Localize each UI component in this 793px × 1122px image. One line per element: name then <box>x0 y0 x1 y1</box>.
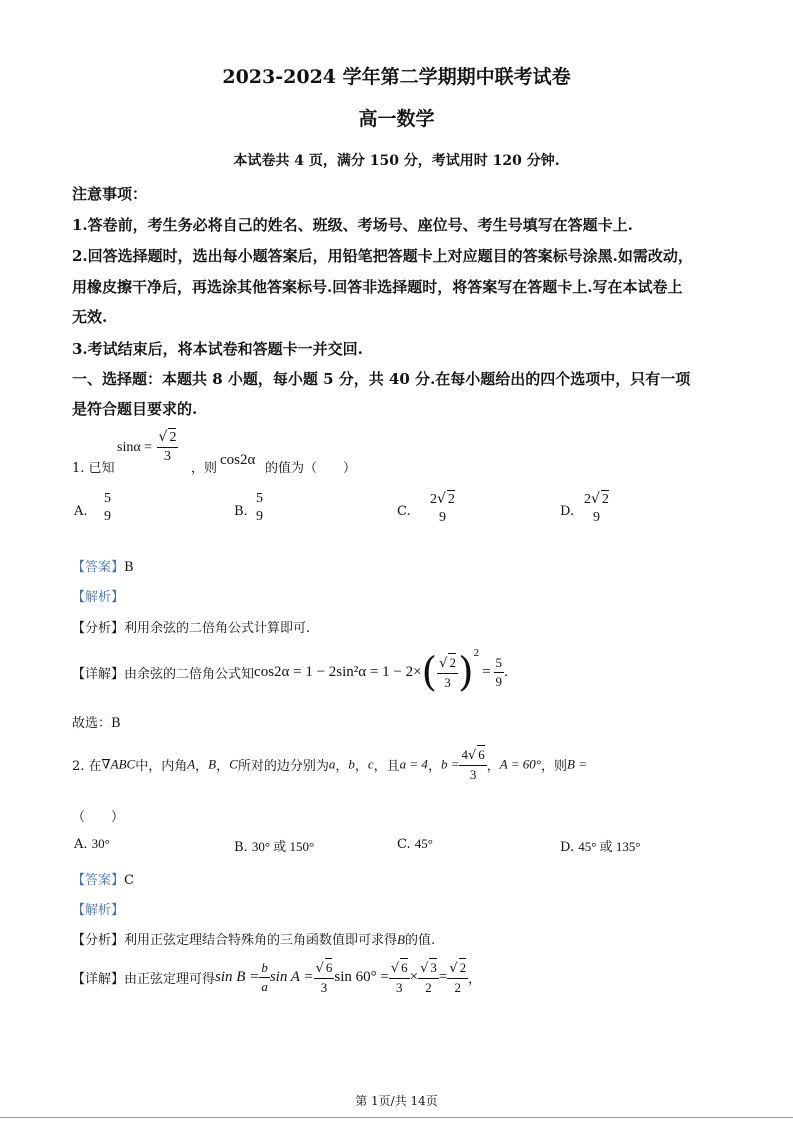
q2-f2-rad: 6 <box>325 960 333 975</box>
fenxi-tag: 【分析】 <box>72 933 125 948</box>
q2-b-value: 30° 或 150° <box>251 839 315 854</box>
q2-sin60: sin 60° = <box>334 969 389 985</box>
q1-analysis-tag: 【解析】 <box>72 590 125 605</box>
q2-fenxi-var: B <box>397 932 405 947</box>
q1-detail-text: 由余弦的二倍角公式知 <box>124 667 255 682</box>
q2-f3-rad: 6 <box>401 960 408 975</box>
q1-detail-end: . <box>504 665 509 680</box>
q2-a-value: 30° <box>91 836 110 851</box>
exam-info: 本试卷共 4 页，满分 150 分，考试用时 120 分钟. <box>233 153 560 169</box>
exam-title: 2023-2024 学年第二学期期中联考试卷 <box>222 66 571 88</box>
q1-a-num: 5 <box>104 491 111 506</box>
q2-sina: sin A = <box>269 969 314 985</box>
note-item-1: 1.答卷前，考生务必将自己的姓名、班级、考场号、座位号、考生号填写在答题卡上. <box>72 216 633 234</box>
q2-stem: 2. 在∇ABC中，内角A，B，C所对的边分别为a，b，c，且a = 4，b = $\frac{4√ 6}{3}$ ，A = 60°，则B = <box>72 747 587 782</box>
q2-fenxi <box>72 929 435 948</box>
q1-d-rad: 2 <box>601 492 609 507</box>
q2-b-num: 4 <box>461 747 468 762</box>
q1-given-num: 2 <box>169 430 177 445</box>
q1-answer-value: B <box>124 560 134 575</box>
q2-text1: 中，内角 <box>135 759 188 774</box>
q1-fenxi-text: 利用余弦的二倍角公式计算即可. <box>124 621 311 636</box>
q2-var-b: B <box>208 756 217 772</box>
q1-option-d-label: D. <box>560 504 575 519</box>
q1-answer <box>72 556 134 575</box>
q2-b-eq: b = <box>440 756 460 772</box>
right-paren: ) <box>457 649 474 696</box>
q2-paren: （ ） <box>72 810 125 825</box>
q2-text4: ，则 <box>540 759 567 774</box>
q1-detail-den: 3 <box>444 675 451 690</box>
q2-d-value: 45° 或 135° <box>578 839 641 854</box>
q1-c-rad: 2 <box>447 492 455 507</box>
q1-option-b <box>254 490 265 526</box>
q1-detail-rad: 2 <box>449 655 456 670</box>
q1-option-c-label: C. <box>397 504 411 519</box>
q2-f4-den: 2 <box>425 980 432 995</box>
q1-c-den: 9 <box>438 510 446 525</box>
fenxi-tag: 【分析】 <box>72 621 125 636</box>
q2-eq: = <box>438 969 448 985</box>
q1-choose: 故选：B <box>72 716 121 731</box>
q2-option-a <box>74 836 110 852</box>
q2-text3: ，且 <box>373 759 400 774</box>
q1-detail-expr: cos2α = 1 − 2sin²α = 1 − 2× <box>254 664 422 680</box>
q2-frac-num: b <box>259 959 270 978</box>
q1-suffix: 的值为（ ） <box>265 461 357 476</box>
q1-given: sinα = $\frac{√ 2}{3}$ <box>117 429 177 464</box>
q2-c-value: 45° <box>414 836 433 851</box>
page-number: 第 1页/共 14页 <box>355 1094 438 1108</box>
q2-prefix: 2. 在 <box>72 759 102 774</box>
left-paren: ( <box>421 649 438 696</box>
q2-f3-den: 3 <box>395 980 403 995</box>
q1-option-a-label: A. <box>74 504 88 519</box>
q1-fenxi <box>72 617 310 636</box>
note-item-2-line-3: 无效. <box>72 308 108 326</box>
note-item-3: 3.考试结束后，将本试卷和答题卡一并交回. <box>72 340 363 358</box>
q2-sinb: sin B = <box>215 969 260 985</box>
q1-b-den: 9 <box>256 509 263 524</box>
q2-f2-den: 3 <box>320 980 328 995</box>
q1-prefix: 1. 已知 <box>72 461 115 476</box>
q1-option-b-label: B. <box>234 504 248 519</box>
q2-fenxi-text: 利用正弦定理结合特殊角的三角函数值即可求得 <box>124 933 398 948</box>
q2-analysis-tag: 【解析】 <box>72 903 125 918</box>
footer-divider <box>0 1117 793 1118</box>
q2-frac-den: a <box>261 979 268 994</box>
q2-cond-angle: A = 60° <box>499 756 541 772</box>
q2-f4-rad: 3 <box>430 960 437 975</box>
q1-result-num: 5 <box>494 654 505 673</box>
section1-heading-line-1: 一、选择题：本题共 8 小题，每小题 5 分，共 40 分.在每小题给出的四个选项中，只有一项 <box>72 370 691 388</box>
q1-sin-text: sinα = <box>117 440 153 455</box>
q2-text2: 所对的边分别为 <box>237 759 329 774</box>
q2-fenxi-post: 的值. <box>404 933 436 948</box>
q2-option-d <box>560 836 641 855</box>
q1-option-a <box>102 490 113 526</box>
q2-side-c: c <box>367 756 374 772</box>
answer-tag: 【答案】 <box>72 873 125 888</box>
q1-cos: cos2α <box>220 452 256 468</box>
q1-d-num: 2 <box>584 492 591 507</box>
q2-a-label: A. <box>74 837 88 852</box>
q2-side-a: a <box>328 756 336 772</box>
q2-f5-rad: 2 <box>459 960 467 975</box>
subject-title: 高一数学 <box>358 108 435 130</box>
q1-detail-eq: = <box>482 664 491 680</box>
q1-result-den: 9 <box>495 674 503 689</box>
section1-heading-line-2: 是符合题目要求的. <box>72 400 198 418</box>
q1-detail-exponent: 2 <box>473 647 480 659</box>
q2-option-b <box>234 836 314 855</box>
q2-cond-a: a = 4 <box>399 756 428 772</box>
q2-b-label: B. <box>234 840 248 855</box>
detail-tag: 【详解】 <box>72 667 125 682</box>
q2-var-c: C <box>229 756 238 772</box>
q2-detail-end: ， <box>468 972 482 987</box>
q1-b-num: 5 <box>256 491 263 506</box>
note-item-2-line-1: 2.回答选择题时，选出每小题答案后，用铅笔把答题卡上对应题目的答案标号涂黑.如需改动， <box>72 247 693 265</box>
q2-triangle: ∇ABC <box>101 756 136 772</box>
q1-detail: 【详解】由余弦的二倍角公式知cos2α = 1 − 2sin²α = 1 − 2×( $\frac{√ 2}{3}$ )$^2$= $\frac{5}{9}$ . <box>72 647 509 696</box>
answer-tag: 【答案】 <box>72 560 125 575</box>
q2-b-rad: 6 <box>478 747 485 762</box>
note-item-2-line-2: 用橡皮擦干净后，再选涂其他答案标号.回答非选择题时，将答案写在答题卡上.写在本试卷上 <box>72 278 683 296</box>
q2-b-den: 3 <box>469 767 477 782</box>
q1-d-den: 9 <box>592 510 600 525</box>
q2-times: × <box>409 969 419 985</box>
q2-d-label: D. <box>560 840 575 855</box>
q2-c-label: C. <box>397 837 411 852</box>
q1-mid: ，则 <box>191 461 218 476</box>
q1-c-num: 2 <box>430 492 437 507</box>
q2-var-a: A <box>187 756 196 772</box>
q2-detail-text: 由正弦定理可得 <box>124 972 216 987</box>
q1-given-den: 3 <box>163 449 171 464</box>
q1-option-d: 2√ 2 9 <box>584 491 609 525</box>
notes-heading: 注意事项： <box>72 185 148 203</box>
q2-answer-value: C <box>124 873 134 888</box>
q2-f5-den: 2 <box>454 980 462 995</box>
q2-answer <box>72 869 134 888</box>
q1-a-den: 9 <box>104 509 111 524</box>
q2-detail: 【详解】由正弦定理可得sin B = $\frac{b}{a}$ sin A = $\frac{√ 6}{3}$ sin 60° = $\frac{√ 6}{3}$ × $\frac{√ 3}{2}$ = $\frac{√ 2}{2}$ ， <box>72 960 482 995</box>
q1-option-c: 2√ 2 9 <box>430 491 455 525</box>
q2-tail: B = <box>567 756 587 772</box>
detail-tag: 【详解】 <box>72 972 125 987</box>
q2-option-c <box>397 836 433 852</box>
q2-side-b: b <box>348 756 355 772</box>
